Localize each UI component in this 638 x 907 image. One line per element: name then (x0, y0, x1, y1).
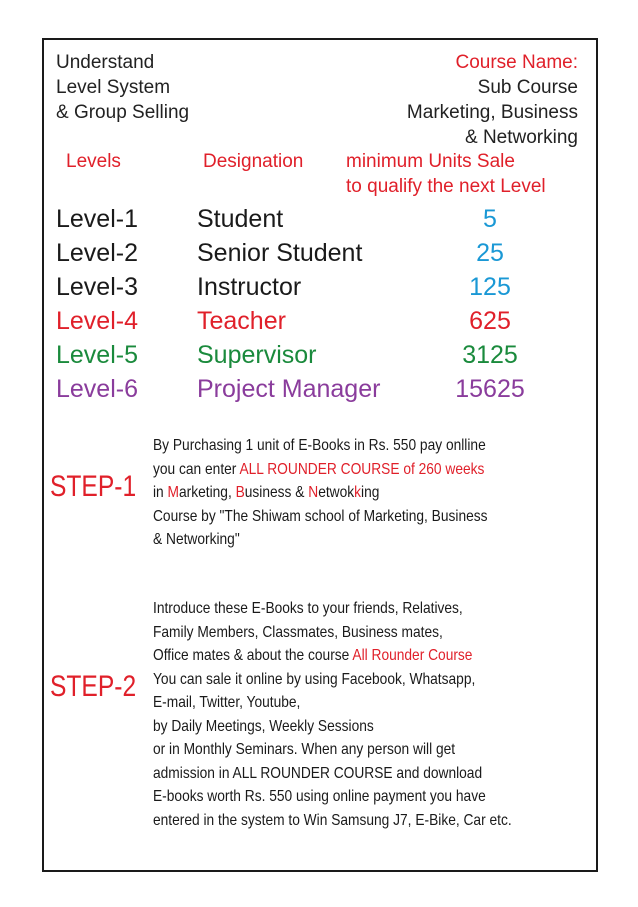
step-2-line: Family Members, Classmates, Business mates, (153, 623, 443, 641)
text-span: etwok (318, 484, 355, 501)
text-span: you can enter (153, 460, 240, 478)
step-1-label: STEP-1 (50, 470, 137, 503)
step-1-line (153, 481, 488, 505)
level-designation: Student (197, 205, 284, 233)
level-name: Level-5 (56, 341, 138, 369)
level-units: 625 (469, 307, 511, 335)
step-1-line: By Purchasing 1 unit of E-Books in Rs. 550 pay onlline (153, 437, 486, 454)
text-span: Office mates & about the course (153, 647, 353, 664)
level-units: 3125 (462, 341, 518, 369)
course-name-line: Marketing, Business (406, 102, 578, 123)
level-units: 25 (476, 239, 504, 267)
intro-text (56, 50, 189, 125)
step-2-label: STEP-2 (50, 670, 137, 703)
highlight-span: ALL ROUNDER COURSE of 260 weeks (239, 460, 485, 478)
text-span: arketing, (179, 484, 236, 501)
level-name: Level-6 (56, 375, 138, 403)
step-2-line (153, 644, 512, 668)
text-span: in (153, 484, 168, 501)
column-levels: Levels (66, 151, 121, 172)
column-units-line: to qualify the next Level (346, 176, 546, 197)
step-2-line: by Daily Meetings, Weekly Sessions (153, 717, 374, 735)
level-name: Level-2 (56, 239, 138, 267)
level-name: Level-4 (56, 307, 138, 335)
step-1-line: & Networking" (153, 531, 240, 548)
highlight-span: M (167, 484, 180, 501)
level-designation: Project Manager (197, 375, 381, 403)
course-name-block (407, 50, 578, 150)
column-designation: Designation (203, 151, 304, 172)
highlight-span: k (354, 484, 362, 501)
course-name-label: Course Name: (455, 52, 578, 73)
level-designation: Teacher (197, 307, 286, 335)
step-1-text (153, 434, 488, 552)
level-name: Level-1 (56, 205, 138, 233)
step-2-line: E-mail, Twitter, Youtube, (153, 694, 301, 711)
text-span: ing (361, 484, 380, 501)
column-units-line: minimum Units Sale (346, 151, 515, 172)
level-units: 15625 (455, 375, 525, 403)
step-1-line: Course by "The Shiwam school of Marketing, Business (153, 507, 488, 525)
column-units (346, 149, 546, 199)
step-2-line: admission in ALL ROUNDER COURSE and download (153, 764, 483, 782)
text-span: usiness & (244, 484, 309, 501)
level-designation: Instructor (197, 273, 302, 301)
course-name-line: & Networking (465, 127, 578, 148)
course-name-line: Sub Course (477, 77, 578, 98)
step-2-line: E-books worth Rs. 550 using online payment you have (153, 788, 486, 805)
highlight-span: B (235, 484, 245, 501)
step-2-line: or in Monthly Seminars. When any person will get (153, 741, 456, 758)
intro-line: Understand (56, 52, 155, 73)
level-units: 125 (469, 273, 511, 301)
level-units: 5 (483, 205, 497, 233)
level-name: Level-3 (56, 273, 138, 301)
highlight-span: N (308, 484, 319, 501)
step-2-line: You can sale it online by using Facebook, Whatsapp, (153, 670, 476, 688)
step-2-text (153, 597, 512, 832)
highlight-span: All Rounder Course (352, 647, 473, 664)
step-2-line: entered in the system to Win Samsung J7, E-Bike, Car etc. (153, 811, 512, 829)
level-designation: Supervisor (197, 341, 317, 369)
step-1-line (153, 458, 488, 482)
level-designation: Senior Student (197, 239, 363, 267)
intro-line: & Group Selling (56, 102, 190, 123)
intro-line: Level System (56, 77, 171, 98)
step-2-line: Introduce these E-Books to your friends, Relatives, (153, 600, 463, 617)
